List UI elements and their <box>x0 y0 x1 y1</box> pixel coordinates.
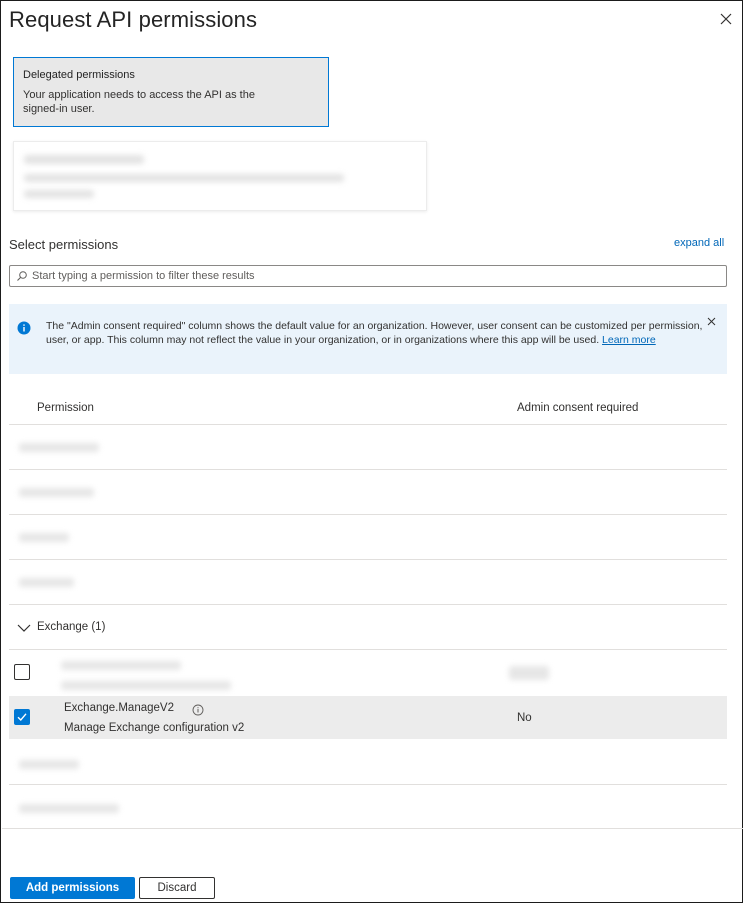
add-permissions-button[interactable]: Add permissions <box>10 877 135 899</box>
info-bar-text: The "Admin consent required" column shows the default value for an organization. However, user consent can be customized per permission, user, or app. This column may not reflect the value in your organization, or in organizations where this app will be used. <box>46 320 703 346</box>
collapsed-group-row[interactable] <box>9 425 727 469</box>
select-permissions-label: Select permissions <box>9 237 119 252</box>
permission-filter-input[interactable] <box>32 270 712 282</box>
info-bar-message <box>46 319 706 347</box>
collapsed-group-row[interactable] <box>9 470 727 514</box>
exchange-managev2-checkbox[interactable] <box>14 709 30 725</box>
permission-filter-box[interactable] <box>9 265 727 287</box>
delegated-permissions-description: Your application needs to access the API as the signed-in user. <box>23 89 255 115</box>
search-icon <box>16 270 28 282</box>
info-icon <box>17 321 31 335</box>
discard-button[interactable]: Discard <box>139 877 215 899</box>
permission-name: Exchange.ManageV2 <box>64 702 174 714</box>
collapsed-group-row[interactable] <box>9 560 727 604</box>
chevron-down-icon[interactable] <box>17 621 31 633</box>
collapsed-group-row[interactable] <box>9 515 727 559</box>
application-permissions-card[interactable] <box>13 141 427 211</box>
permission-description: Manage Exchange configuration v2 <box>64 722 245 734</box>
column-header-admin-consent[interactable]: Admin consent required <box>517 402 639 414</box>
permission-checkbox[interactable] <box>14 664 30 680</box>
info-circle-icon[interactable] <box>192 703 204 715</box>
footer-divider <box>2 828 743 829</box>
collapsed-group-row[interactable] <box>9 785 727 827</box>
expand-all-link[interactable]: expand all <box>674 237 725 249</box>
column-header-permission[interactable]: Permission <box>37 402 94 414</box>
delegated-permissions-card[interactable] <box>13 57 329 127</box>
delegated-permissions-title: Delegated permissions <box>23 69 135 81</box>
close-icon[interactable] <box>717 10 737 30</box>
collapsed-group-row[interactable] <box>9 740 727 784</box>
exchange-group-label[interactable]: Exchange (1) <box>37 621 106 633</box>
learn-more-link[interactable]: Learn more <box>602 334 656 346</box>
checkmark-icon <box>15 710 29 724</box>
dismiss-info-icon[interactable] <box>706 314 717 325</box>
admin-consent-value: No <box>517 712 532 724</box>
panel-title: Request API permissions <box>9 7 258 32</box>
